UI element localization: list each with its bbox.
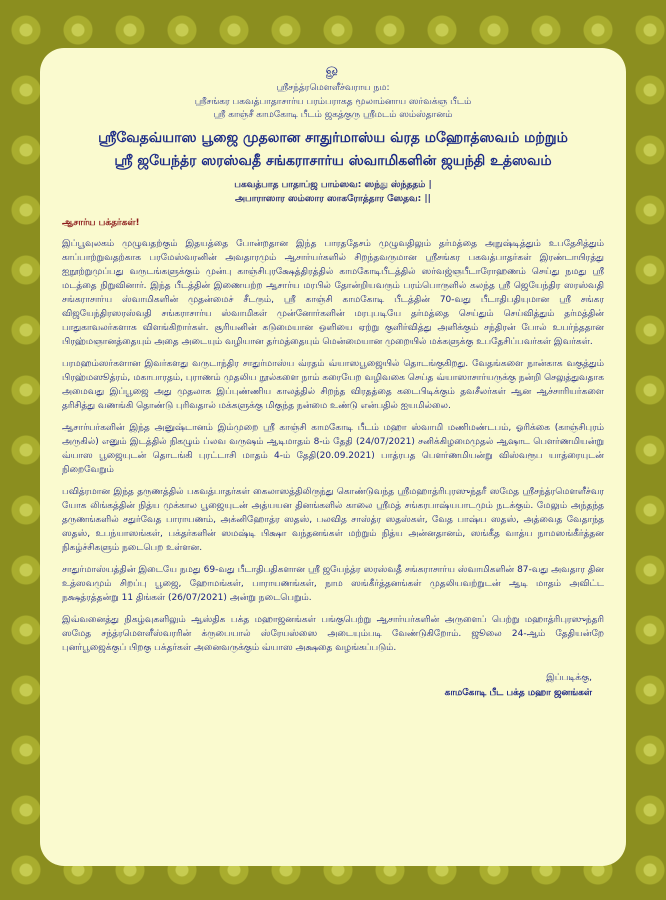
closing-text: இப்படிக்கு,: [546, 672, 592, 683]
paragraph-2: பரமஹம்ஸர்களான இவர்களது வருடாந்திர சாதுர்மாஸ்ய வ்ரதம் வ்யாஸபூஜையில் தொடங்குகிறது. வேதங்களை நான்காக வகுத்தும் பிரஹ்மஸூத்ரம், மகாபாரதம், புராணம் முதலிய நூல்களை நாம் கரையேற வழிவகை செய்த வ்யாஸாசார்யருக்கு நன்றி செலுத்துவதாக அமைவது இப்பூஜை அது முதலாக இப்புண்ணிய காலத்தில் சிறந்த விரதத்தை கடைபிடிக்கும் தவசீலர்கள் ஆன ஆச்சாரியர்களை தரிசித்து வணங்கி தொண்டு புரிவதால் மக்களுக்கு மிகுந்த நன்மை உண்டு என்பதில் ஐயமில்லை.: [62, 358, 604, 411]
salutation: ஆசார்ய பக்தர்கள்!: [62, 217, 140, 228]
paragraph-4: பவித்ரமான இந்த தருணத்தில் பகவத்பாதர்கள் கைலாஸத்திலிருந்து கொண்டுவந்த ஸ்ரீமஹாத்ரிபுரஸுந்தரீ ஸமேத ஸ்ரீசந்த்ரமௌளீச்வர யோக லிங்கத்தின் நித்ய முக்கால பூஜையுடன் அத்யயன தினங்களில் காலை ஸ்ரீமத் சங்கரபாஷ்யபாடமும் நடக்கும். மேலும் அந்தந்த தருணங்களில் சதுர்வேத பாராயணம், அக்னிஹோத்ர ஸதஸ், பலவித சாஸ்த்ர ஸதஸ்கள், வேத பாஷ்ய ஸதஸ், அத்வைத வேதாந்த ஸதஸ், உபந்யாஸங்கள், பக்தர்களின் ஸமஷ்டி பிக்ஷா வந்தனங்கள் மற்றும் நித்ய அன்னதானம், ஸங்கீத வாத்ய நாமஸங்கீர்த்தன நிகழ்ச்சிகளும் நடைபெற உள்ளன.: [62, 486, 604, 553]
signatory-org: காமகோடி பீட பக்த மஹா ஜனங்கள்: [444, 687, 592, 698]
invocation-line: ஸ்ரீசந்த்ரமௌளீச்வராய நம:: [276, 83, 390, 93]
invitation-card: [40, 48, 626, 866]
verse-line-1: பகவத்பாத பாதாப்ஜ பாம்ஸவ: ஸந்து ஸ்ந்ததம் |: [234, 179, 432, 190]
verse-line-2: அபாராஸார ஸம்ஸார ஸாகரோத்தார ஸேதவ: ||: [235, 193, 431, 204]
main-title: [62, 127, 604, 173]
paragraph-6: இவ்வனைத்து நிகழ்வுகளிலும் ஆஸ்திக பக்த மஹாஜனங்கள் பங்குபெற்று ஆசார்யர்களின் அருளைப் பெற்று மஹாத்ரிபுரஸுந்தரி ஸமேத சந்த்ரமௌளீஸ்வரரின் க்ருபையால் ஸ்ரேயஸ்ஸை அடையும்படி வேண்டுகிறோம். ஜூலை 24-ஆம் தேதியன்றே புனர்பூஜைக்குப் பிறகு பக்தர்கள் அனைவருக்கும் வ்யாஸ அக்ஷதை வழங்கப்படும்.: [62, 614, 604, 653]
signature-block: [62, 671, 604, 701]
paragraph-5: சாதுர்மாஸ்யத்தின் இடையே நமது 69-வது பீடாதிபதிகளான ஸ்ரீ ஜயேந்த்ர ஸரஸ்வதீ சங்கராசார்ய ஸ்வாமிகளின் 87-வது அவதார தின உத்ஸவமும் சிறப்பு பூஜை, ஹோமங்கள், பாராயணங்கள், நாம ஸங்கீர்த்தனங்கள் முதலியவற்றுடன் ஆடி மாதம் அவிட்ட நக்ஷத்ரத்தன்று 11 திங்கள் (26/07/2021) அன்று நடைபெறும்.: [62, 564, 604, 603]
paragraph-1: இப்பூவுலகம் முழுவதற்கும் இதயத்தை போன்றதான இந்த பாரததேசம் முழுவதிலும் தர்மத்தை அநுஷ்டித்தும் உபதேசித்தும் காப்பாற்றுவதற்காக பரமேஸ்வரனின் அவதாரமும் ஆசார்யர்களில் சிறந்தவருமான ஸ்ரீசங்கர பகவத்பாதர்கள் இரண்டாயிரத்து ஐநூற்றுமுப்பது வருடங்களுக்கும் முன்பு காஞ்சிபுரக்ஷேத்திரத்தில் காமகோடிபீடத்தில் ஸர்வஜ்ஞபீடாரோஹணம் செய்து நமது ஸ்ரீ மடத்தை நிறுவினார். இந்த பீடத்தின் இணையற்ற ஆசார்ய மரபில் தோன்றியவரும் பரம்பொருளில் கலந்த ஸ்ரீ ஜெயேந்திர ஸரஸ்வதி சங்கராசார்ய ஸ்வாமிகளின் முதன்மைச் சீடரும், ஸ்ரீ காஞ்சி காமகோடி பீடத்தின் 70-வது பீடாதிபதியுமான ஸ்ரீ சங்கர விஜயேந்திரஸரஸ்வதி சங்கராசார்ய ஸ்வாமிகள் முன்னோர்களின் மரபுபடியே தர்மத்தை செய்தும் செய்வித்தும் தர்மத்தின் பாதுகாவலர்களாக விளங்கிறார்கள். சூரியனின் கடுமையான ஒளியை ஏற்று குளிர்வித்து அளிக்கும் சந்திரன் போல் உயர்ந்ததான பிரஹ்மஞானத்தையும் அதை அடையும் வழியான தர்மத்தையும் மென்மையான முறையில் மக்களுக்கு உபதேசிப்பவர்கள் இவர்கள்.: [62, 238, 604, 347]
om-symbol: ௐ: [325, 60, 341, 78]
invocation-line: ஸ்ரீ காஞ்சீ காமகோடி பீடம் ஜகத்குரு ஸ்ரீமடம் ஸம்ஸ்தானம்: [213, 110, 453, 120]
paragraph-3: ஆசார்யர்களின் இந்த அனுஷ்டானம் இம்முறை ஸ்ரீ காஞ்சி காமகோடி பீடம் மஹா ஸ்வாமி மணிமண்டபம், ஓரிக்கை (காஞ்சிபுரம் அருகில்) எனும் இடத்தில் நிகழும் ப்லவ வருஷம் ஆடிமாதம் 8-ம் தேதி (24/07/2021) சனிக்கிழமைமுதல் ஆஷாட பௌர்ணமியன்று வ்யாஸ பூஜையுடன் தொடங்கி புரட்டாசி மாதம் 4-ம் தேதி(20.09.2021) பாத்ரபத பௌர்ணமியன்று விஸ்வரூப யாத்ரையுடன் நிறைவேறும்: [62, 422, 604, 475]
sanskrit-verse: [62, 178, 604, 206]
invocation-line: ஸ்ரீசங்கர பகவத்பாதாசார்ய பரம்பராகத மூலாம்னாய ஸர்வக்ஞ பீடம்: [194, 96, 472, 107]
title-line-2: ஸ்ரீ ஜயேந்த்ர ஸரஸ்வதீ சங்கராசார்ய ஸ்வாமிகளின் ஜயந்தி உத்ஸவம்: [114, 152, 552, 169]
title-line-1: ஸ்ரீவேதவ்யாஸ பூஜை முதலான சாதுர்மாஸ்ய வ்ரத மஹோத்ஸவம் மற்றும்: [98, 129, 568, 146]
